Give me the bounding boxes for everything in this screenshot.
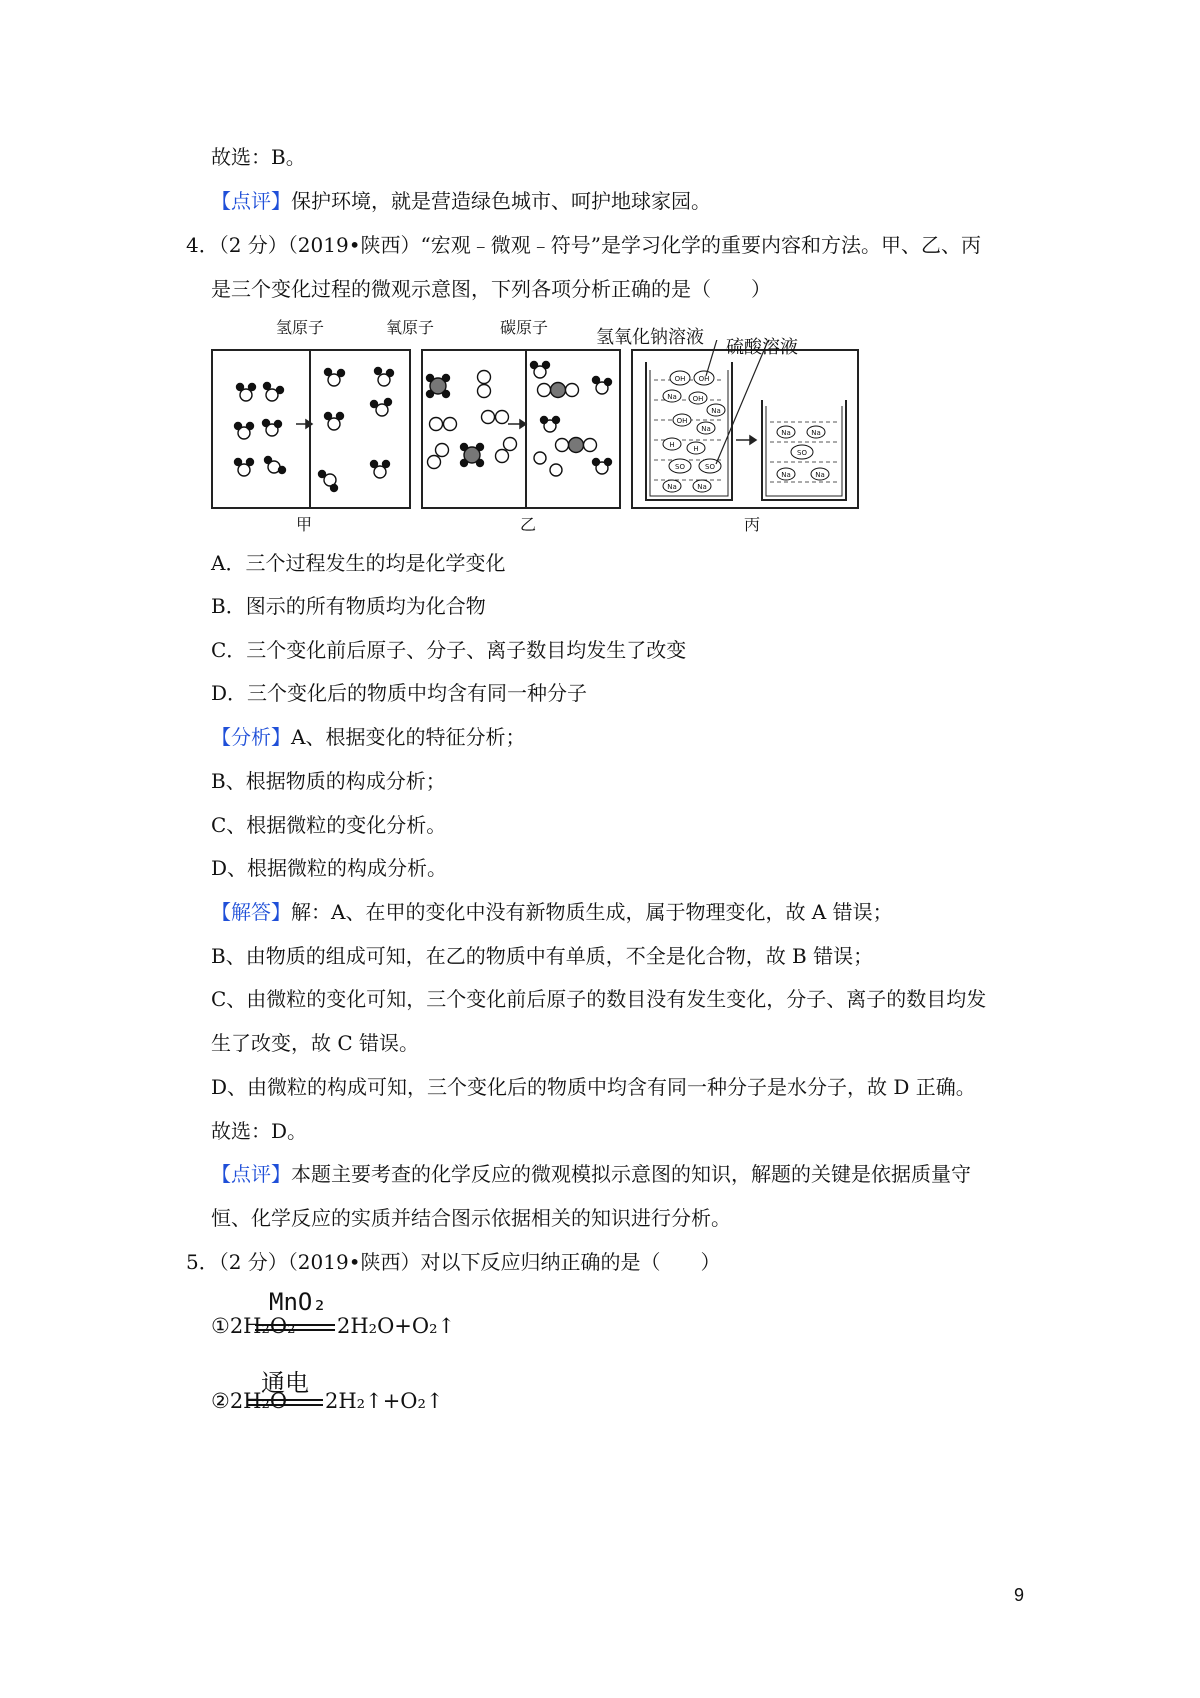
eq1-catalyst: MnO₂ xyxy=(269,1288,327,1316)
page-number: 9 xyxy=(1013,1585,1024,1605)
ion-oh-label: OH xyxy=(676,417,688,425)
question-4-line-1: 4．（2 分）（2019•陕西）“宏观﹣微观﹣符号”是学习化学的重要内容和方法。甲、乙、丙 xyxy=(186,233,981,257)
eq2-equals-sign xyxy=(247,1399,323,1406)
answer-line-4: 故选：D。 xyxy=(211,1119,308,1143)
eq1-reactant: ①2H₂O₂ xyxy=(211,1314,296,1338)
solution-line-3: C、由微粒的变化可知，三个变化前后原子的数目没有发生变化，分子、离子的数目均发 xyxy=(211,987,987,1011)
question-5-line-1: 5．（2 分）（2019•陕西）对以下反应归纳正确的是（ ） xyxy=(186,1250,721,1274)
comment-line-3 xyxy=(211,187,711,215)
ion-na-label: Na xyxy=(815,471,825,479)
ion-h-label: H xyxy=(669,441,675,449)
analysis-line-3: C、根据微粒的变化分析。 xyxy=(211,813,447,837)
option-d: D．三个变化后的物质中均含有同一种分子 xyxy=(211,681,588,705)
solution-line-1 xyxy=(211,898,893,926)
ion-so4-label: SO xyxy=(675,463,685,471)
analysis-line-1 xyxy=(211,723,525,751)
option-a: A．三个过程发生的均是化学变化 xyxy=(211,551,506,575)
ion-na-label: Na xyxy=(811,429,821,437)
caption-jia: 甲 xyxy=(296,515,313,534)
ion-na-label: Na xyxy=(781,429,791,437)
solution-line-4: 生了改变，故 C 错误。 xyxy=(211,1031,420,1055)
comment-tag: 【点评】 xyxy=(211,1162,291,1186)
ion-so4-label: SO xyxy=(797,449,807,457)
h2so4-solution-label: 硫酸溶液 xyxy=(726,337,798,358)
ion-oh-label: OH xyxy=(692,395,704,403)
ion-na-label: Na xyxy=(667,393,677,401)
ion-oh-label: OH xyxy=(674,375,686,383)
comment-text: 本题主要考查的化学反应的微观模拟示意图的知识，解题的关键是依据质量守 xyxy=(291,1162,971,1186)
ion-na-label: Na xyxy=(667,483,677,491)
ion-so4-label: SO xyxy=(705,463,715,471)
option-c: C．三个变化前后原子、分子、离子数目均发生了改变 xyxy=(211,638,687,662)
micro-diagram-figure xyxy=(210,340,870,540)
ion-oh-label: OH xyxy=(698,375,710,383)
eq1-equals-sign xyxy=(255,1324,335,1331)
analysis-tag: 【分析】 xyxy=(211,725,291,749)
ion-na-label: Na xyxy=(697,483,707,491)
option-b: B．图示的所有物质均为化合物 xyxy=(211,594,486,618)
legend-carbon-label: 碳原子 xyxy=(500,318,549,337)
comment-line-4a xyxy=(211,1160,971,1188)
eq1-products: 2H₂O+O₂↑ xyxy=(337,1314,456,1338)
caption-yi: 乙 xyxy=(520,515,537,534)
analysis-text: A、根据变化的特征分析； xyxy=(291,725,526,749)
analysis-line-4: D、根据微粒的构成分析。 xyxy=(211,856,448,880)
analysis-line-2: B、根据物质的构成分析； xyxy=(211,769,446,793)
answer-line-3: 故选：B。 xyxy=(211,145,306,169)
solution-tag: 【解答】 xyxy=(211,900,291,924)
ion-na-label: Na xyxy=(711,407,721,415)
ion-na-label: Na xyxy=(781,471,791,479)
equation-1 xyxy=(211,1288,631,1354)
solution-text: 解：A、在甲的变化中没有新物质生成，属于物理变化，故 A 错误； xyxy=(291,900,893,924)
comment-tag: 【点评】 xyxy=(211,189,291,213)
eq2-products: 2H₂↑+O₂↑ xyxy=(325,1389,444,1413)
caption-bing: 丙 xyxy=(744,515,761,534)
solution-line-5: D、由微粒的构成可知，三个变化后的物质中均含有同一种分子是水分子，故 D 正确。 xyxy=(211,1075,976,1099)
comment-line-4b: 恒、化学反应的实质并结合图示依据相关的知识进行分析。 xyxy=(211,1206,731,1230)
eq2-condition: 通电 xyxy=(261,1369,309,1397)
legend-hydrogen-label: 氢原子 xyxy=(276,318,325,337)
naoh-solution-label: 氢氧化钠溶液 xyxy=(596,327,704,348)
question-4-line-2: 是三个变化过程的微观示意图，下列各项分析正确的是（ ） xyxy=(211,277,771,301)
ion-h-label: H xyxy=(693,445,699,453)
solution-line-2: B、由物质的组成可知，在乙的物质中有单质，不全是化合物，故 B 错误； xyxy=(211,944,874,968)
ion-na-label: Na xyxy=(701,425,711,433)
comment-text: 保护环境，就是营造绿色城市、呵护地球家园。 xyxy=(291,189,711,213)
legend-oxygen-label: 氧原子 xyxy=(386,318,435,337)
eq2-reactant: ②2H₂O xyxy=(211,1389,288,1413)
equation-2 xyxy=(211,1369,631,1429)
